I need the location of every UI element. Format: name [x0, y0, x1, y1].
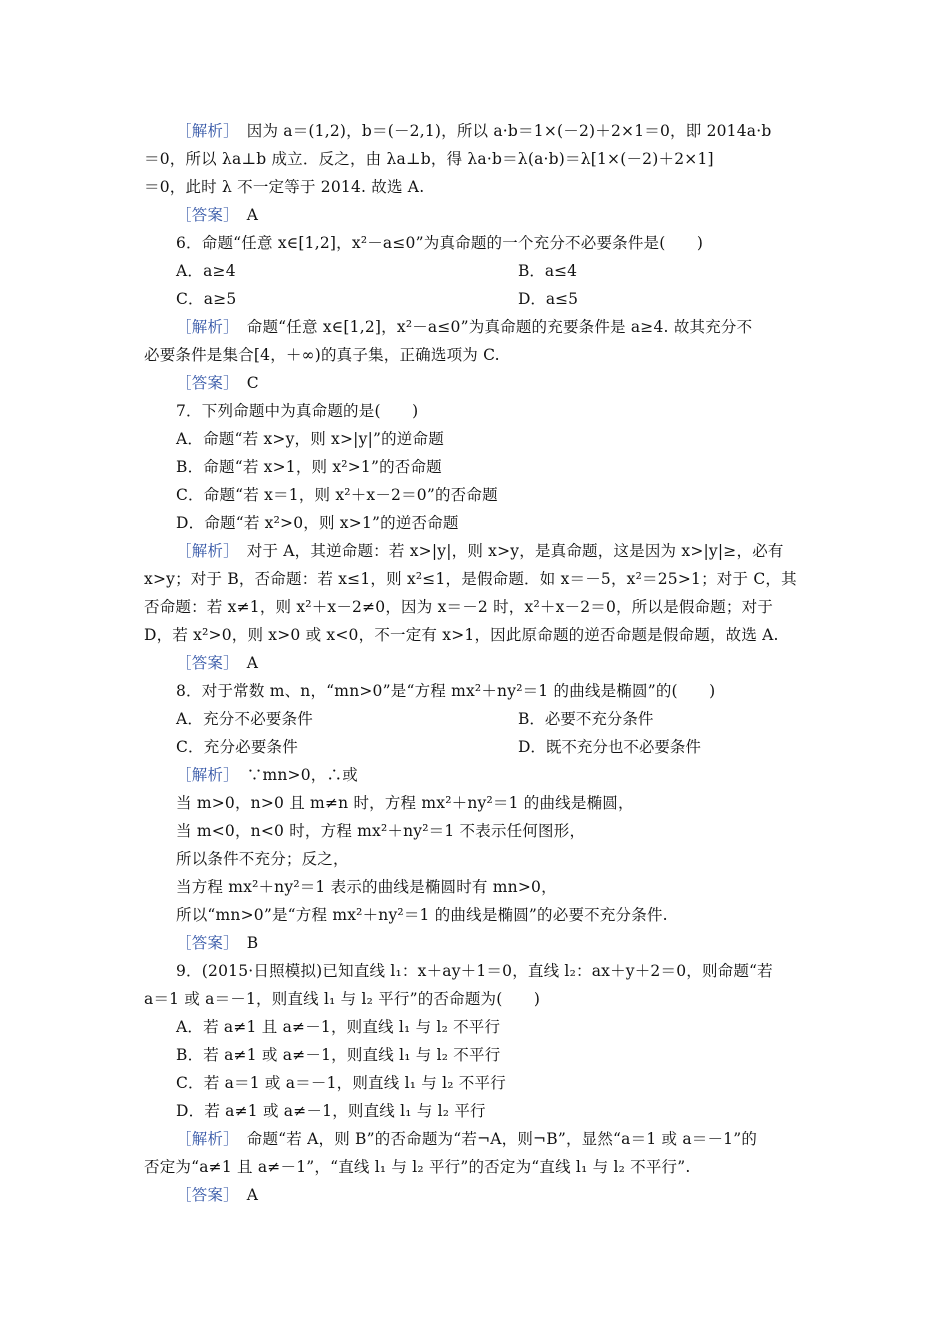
text-line [176, 904, 668, 926]
question-6 [176, 232, 703, 254]
analysis-line [176, 764, 358, 786]
text: A [231, 1186, 259, 1204]
answer-tag: ［答案］ [176, 206, 232, 224]
option-line [176, 736, 298, 758]
option-line [176, 1044, 500, 1066]
option-line [176, 1072, 506, 1094]
text: 所以“mn>0”是“方程 mx²＋ny²＝1 的曲线是椭圆”的必要不充分条件. [176, 906, 668, 924]
analysis-line [176, 316, 752, 338]
text: ∵mn>0，∴或 [231, 766, 358, 784]
analysis-line [176, 1128, 757, 1150]
text: 当方程 mx²＋ny²＝1 表示的曲线是椭圆时有 mn>0， [176, 878, 557, 896]
answer-line [176, 204, 258, 226]
text-line [144, 344, 500, 366]
text: 命题“若 A，则 B”的否命题为“若¬A，则¬B”，显然“a＝1 或 a＝－1”的 [231, 1130, 758, 1148]
option-d: D．a≤5 [518, 290, 579, 308]
answer-line [176, 372, 259, 394]
option-d: D．既不充分也不必要条件 [518, 738, 701, 756]
option-a: A．若 a≠1 且 a≠－1，则直线 l₁ 与 l₂ 不平行 [176, 1018, 501, 1036]
option-line [176, 456, 442, 478]
text: 8．对于常数 m、n，“mn>0”是“方程 mx²＋ny²＝1 的曲线是椭圆”的( ) [176, 682, 716, 700]
text-line [176, 848, 349, 870]
option-b: B．必要不充分条件 [518, 710, 654, 728]
text: x>y；对于 B，否命题：若 x≤1，则 x²≤1，是假命题．如 x＝－5，x²＝25>1；对于 C，其 [144, 570, 797, 588]
option-b: B．命题“若 x>1，则 x²>1”的否命题 [176, 458, 442, 476]
text: 7．下列命题中为真命题的是( ) [176, 402, 419, 420]
option-a: A．命题“若 x>y，则 x>|y|”的逆命题 [176, 430, 444, 448]
text-line [144, 1156, 691, 1178]
option-c: C．命题“若 x＝1，则 x²＋x－2＝0”的否命题 [176, 486, 498, 504]
option-c: C．a≥5 [176, 290, 237, 308]
text: ＝0，所以 λa⊥b 成立．反之，由 λa⊥b，得 λa·b＝λ(a·b)＝λ[1×(－2)＋2×1] [144, 150, 714, 168]
text-line [144, 624, 779, 646]
option-b: B．a≤4 [518, 262, 577, 280]
answer-tag: ［答案］ [176, 654, 232, 672]
analysis-tag: ［解析］ [176, 318, 232, 336]
option-c: C．充分必要条件 [176, 738, 298, 756]
analysis-tag: ［解析］ [176, 122, 232, 140]
option-line [176, 428, 444, 450]
option-line [518, 736, 701, 758]
text: 否定为“a≠1 且 a≠－1”，“直线 l₁ 与 l₂ 平行”的否定为“直线 l₁ 与 l₂ 不平行”. [144, 1158, 691, 1176]
text-line [144, 176, 424, 198]
text: 9．(2015·日照模拟)已知直线 l₁：x＋ay＋1＝0，直线 l₂：ax＋y＋2＝0，则命题“若 [176, 962, 773, 980]
option-a: A．充分不必要条件 [176, 710, 313, 728]
option-line [176, 260, 236, 282]
text: 对于 A，其逆命题：若 x>|y|，则 x>y，是真命题，这是因为 x>|y|≥，必有 [231, 542, 784, 560]
option-b: B．若 a≠1 或 a≠－1，则直线 l₁ 与 l₂ 不平行 [176, 1046, 501, 1064]
option-d: D．若 a≠1 或 a≠－1，则直线 l₁ 与 l₂ 平行 [176, 1102, 486, 1120]
text: 因为 a＝(1,2)，b＝(－2,1)，所以 a·b＝1×(－2)＋2×1＝0，即 2014a·b [231, 122, 772, 140]
analysis-tag: ［解析］ [176, 542, 232, 560]
option-line [176, 708, 313, 730]
text: 所以条件不充分；反之， [176, 850, 349, 868]
question-8 [176, 680, 715, 702]
option-a: A．a≥4 [176, 262, 236, 280]
text: 否命题：若 x≠1，则 x²＋x－2≠0，因为 x＝－2 时，x²＋x－2＝0，所以是假命题；对于 [144, 598, 774, 616]
text: C [231, 374, 259, 392]
text: D，若 x²>0，则 x>0 或 x<0，不一定有 x>1，因此原命题的逆否命题是假命题，故选 A. [144, 626, 779, 644]
analysis-tag: ［解析］ [176, 766, 232, 784]
text-line [144, 988, 540, 1010]
text-line [144, 596, 773, 618]
option-line [176, 1016, 500, 1038]
text-line [144, 148, 714, 170]
question-9 [176, 960, 773, 982]
text: 必要条件是集合[4，＋∞)的真子集，正确选项为 C. [144, 346, 500, 364]
option-line [176, 484, 498, 506]
text-line [144, 568, 797, 590]
text: A [231, 654, 259, 672]
option-line [518, 260, 577, 282]
text-line [176, 876, 557, 898]
text: 当 m>0，n>0 且 m≠n 时，方程 mx²＋ny²＝1 的曲线是椭圆， [176, 794, 634, 812]
option-line [518, 708, 653, 730]
text: a＝1 或 a＝－1，则直线 l₁ 与 l₂ 平行”的否命题为( ) [144, 990, 541, 1008]
question-7 [176, 400, 418, 422]
text: A [231, 206, 259, 224]
option-c: C．若 a＝1 或 a＝－1，则直线 l₁ 与 l₂ 不平行 [176, 1074, 506, 1092]
text: ＝0，此时 λ 不一定等于 2014. 故选 A. [144, 178, 425, 196]
answer-line [176, 652, 258, 674]
answer-line [176, 1184, 258, 1206]
text-line [176, 792, 634, 814]
option-line [176, 288, 236, 310]
option-line [176, 512, 459, 534]
analysis-line [176, 120, 772, 142]
answer-tag: ［答案］ [176, 374, 232, 392]
answer-line [176, 932, 258, 954]
text: B [231, 934, 259, 952]
analysis-line [176, 540, 784, 562]
option-line [176, 1100, 486, 1122]
analysis-tag: ［解析］ [176, 1130, 232, 1148]
answer-tag: ［答案］ [176, 934, 232, 952]
answer-tag: ［答案］ [176, 1186, 232, 1204]
text: 当 m<0，n<0 时，方程 mx²＋ny²＝1 不表示任何图形， [176, 822, 586, 840]
text-line [176, 820, 585, 842]
text: 命题“任意 x∈[1,2]，x²－a≤0”为真命题的充要条件是 a≥4. 故其充分不 [231, 318, 753, 336]
text: 6．命题“任意 x∈[1,2]，x²－a≤0”为真命题的一个充分不必要条件是( ) [176, 234, 704, 252]
option-line [518, 288, 578, 310]
option-d: D．命题“若 x²>0，则 x>1”的逆否命题 [176, 514, 459, 532]
